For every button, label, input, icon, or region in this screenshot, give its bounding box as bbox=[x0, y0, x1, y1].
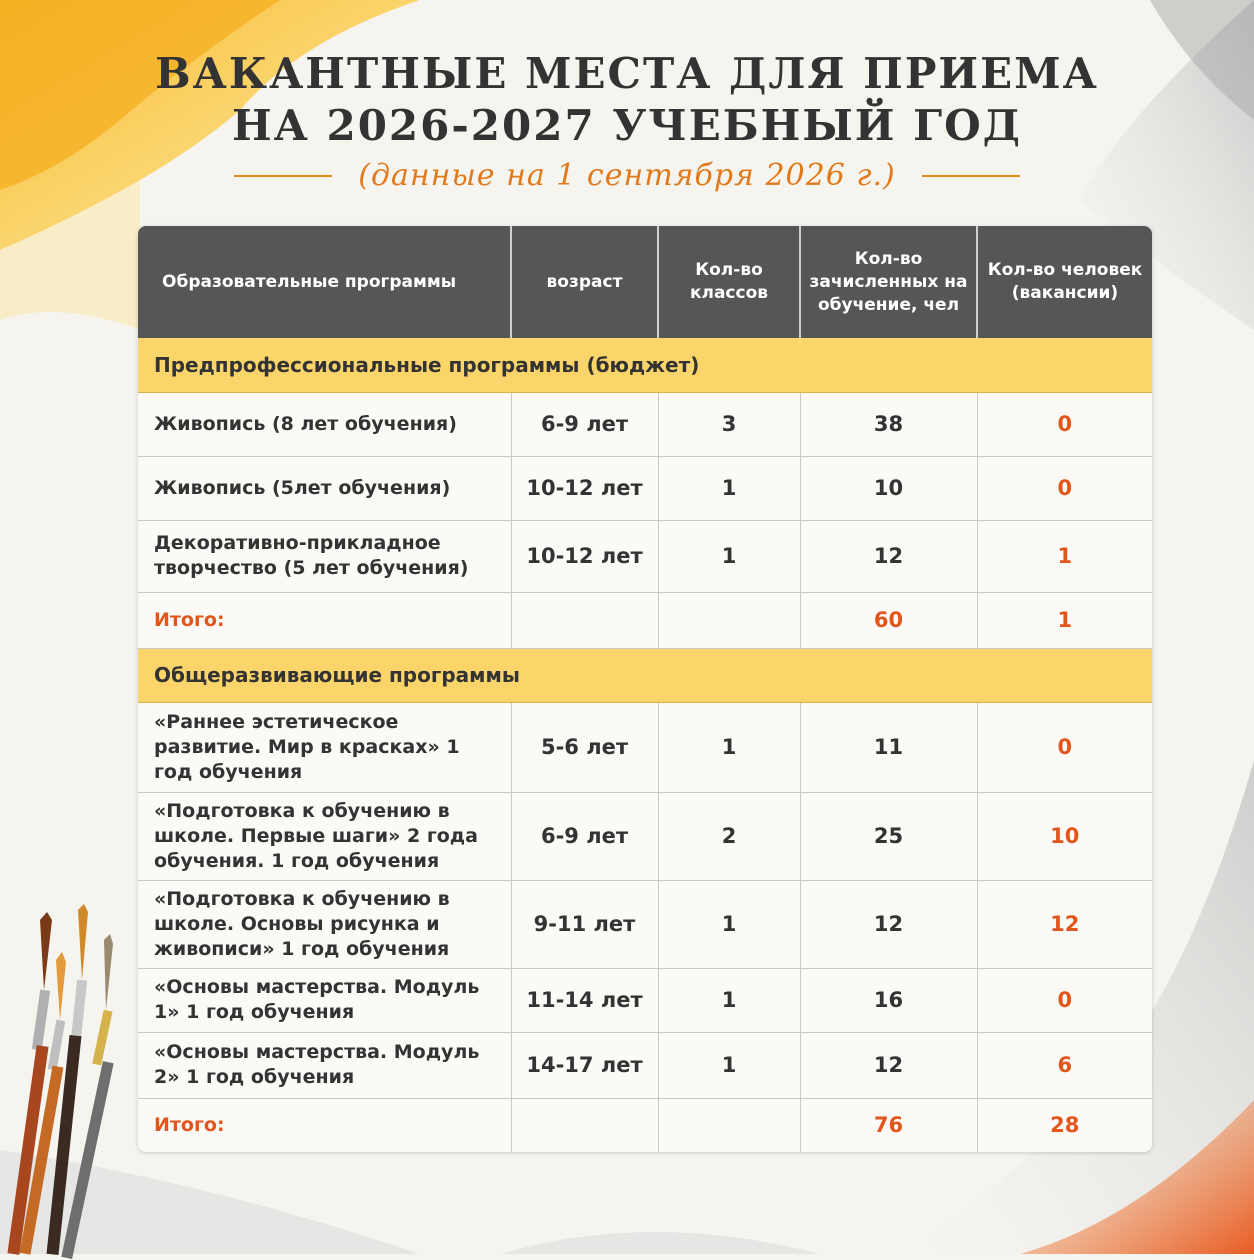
vacancies-table bbox=[138, 226, 1152, 1152]
header-vacancies: Кол-во человек (вакансии) bbox=[977, 226, 1152, 338]
classes-cell: 2 bbox=[658, 792, 800, 880]
enrolled-cell: 38 bbox=[800, 392, 977, 456]
subtitle-rule-right bbox=[922, 175, 1020, 177]
total-vacancies: 1 bbox=[977, 592, 1152, 648]
section-row bbox=[138, 338, 1152, 392]
age-cell: 10-12 лет bbox=[511, 520, 658, 592]
total-row bbox=[138, 592, 1152, 648]
subtitle: (данные на 1 сентября 2026 г.) bbox=[358, 158, 896, 193]
total-enrolled: 76 bbox=[800, 1098, 977, 1152]
age-cell: 6-9 лет bbox=[511, 792, 658, 880]
age-cell: 9-11 лет bbox=[511, 880, 658, 968]
table-row bbox=[138, 1032, 1152, 1098]
title-line-2: НА 2026-2027 УЧЕБНЫЙ ГОД bbox=[231, 101, 1023, 150]
section-title: Предпрофессиональные программы (бюджет) bbox=[138, 338, 1152, 392]
enrolled-cell: 12 bbox=[800, 520, 977, 592]
table-row bbox=[138, 880, 1152, 968]
header-age: возраст bbox=[511, 226, 658, 338]
vacancies-cell: 6 bbox=[977, 1032, 1152, 1098]
enrolled-cell: 25 bbox=[800, 792, 977, 880]
program-name: «Основы мастерства. Модуль 2» 1 год обучения bbox=[138, 1032, 511, 1098]
classes-cell: 1 bbox=[658, 702, 800, 792]
program-name: «Основы мастерства. Модуль 1» 1 год обучения bbox=[138, 968, 511, 1032]
classes-cell: 1 bbox=[658, 880, 800, 968]
table-row bbox=[138, 792, 1152, 880]
vacancies-cell: 10 bbox=[977, 792, 1152, 880]
classes-cell: 1 bbox=[658, 456, 800, 520]
header-classes: Кол-во классов bbox=[658, 226, 800, 338]
table-row bbox=[138, 392, 1152, 456]
program-name: Декоративно-прикладное творчество (5 лет обучения) bbox=[138, 520, 511, 592]
empty-cell bbox=[511, 592, 658, 648]
total-label: Итого: bbox=[138, 592, 511, 648]
empty-cell bbox=[511, 1098, 658, 1152]
table-row bbox=[138, 520, 1152, 592]
enrolled-cell: 11 bbox=[800, 702, 977, 792]
table-header-row bbox=[138, 226, 1152, 338]
classes-cell: 1 bbox=[658, 520, 800, 592]
empty-cell bbox=[658, 1098, 800, 1152]
paint-brushes-icon bbox=[0, 900, 130, 1260]
enrolled-cell: 12 bbox=[800, 1032, 977, 1098]
section-row bbox=[138, 648, 1152, 702]
program-name: Живопись (8 лет обучения) bbox=[138, 392, 511, 456]
enrolled-cell: 12 bbox=[800, 880, 977, 968]
vacancies-cell: 0 bbox=[977, 968, 1152, 1032]
header-enrolled: Кол-во зачисленных на обучение, чел bbox=[800, 226, 977, 338]
vacancies-cell: 0 bbox=[977, 456, 1152, 520]
classes-cell: 3 bbox=[658, 392, 800, 456]
program-name: «Подготовка к обучению в школе. Основы рисунка и живописи» 1 год обучения bbox=[138, 880, 511, 968]
table-row bbox=[138, 456, 1152, 520]
age-cell: 10-12 лет bbox=[511, 456, 658, 520]
total-label: Итого: bbox=[138, 1098, 511, 1152]
program-name: «Подготовка к обучению в школе. Первые шаги» 2 года обучения. 1 год обучения bbox=[138, 792, 511, 880]
table-row bbox=[138, 968, 1152, 1032]
empty-cell bbox=[658, 592, 800, 648]
age-cell: 14-17 лет bbox=[511, 1032, 658, 1098]
vacancies-cell: 12 bbox=[977, 880, 1152, 968]
age-cell: 11-14 лет bbox=[511, 968, 658, 1032]
header-programs: Образовательные программы bbox=[138, 226, 511, 338]
total-vacancies: 28 bbox=[1050, 1113, 1080, 1138]
vacancies-cell: 0 bbox=[977, 702, 1152, 792]
section-title: Общеразвивающие программы bbox=[138, 648, 1152, 702]
enrolled-cell: 16 bbox=[800, 968, 977, 1032]
total-row bbox=[138, 1098, 1152, 1152]
classes-cell: 1 bbox=[658, 968, 800, 1032]
title-line-1: ВАКАНТНЫЕ МЕСТА ДЛЯ ПРИЕМА bbox=[155, 49, 1099, 98]
program-name: «Раннее эстетическое развитие. Мир в красках» 1 год обучения bbox=[138, 702, 511, 792]
vacancies-cell: 0 bbox=[977, 392, 1152, 456]
page-title bbox=[0, 48, 1254, 152]
enrolled-cell: 10 bbox=[800, 456, 977, 520]
total-enrolled: 60 bbox=[800, 592, 977, 648]
table-row bbox=[138, 702, 1152, 792]
age-cell: 5-6 лет bbox=[511, 702, 658, 792]
subtitle-rule-left bbox=[234, 175, 332, 177]
age-cell: 6-9 лет bbox=[511, 392, 658, 456]
subtitle-row bbox=[0, 158, 1254, 193]
vacancies-cell: 1 bbox=[977, 520, 1152, 592]
classes-cell: 1 bbox=[658, 1032, 800, 1098]
program-name: Живопись (5лет обучения) bbox=[138, 456, 511, 520]
